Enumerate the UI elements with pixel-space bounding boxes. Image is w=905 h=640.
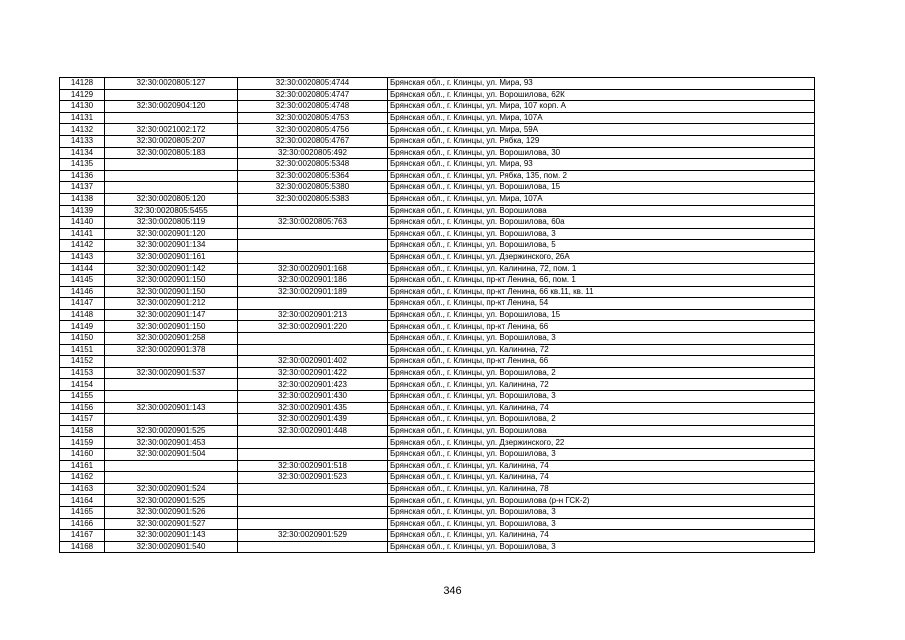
address-cell: Брянская обл., г. Клинцы, ул. Калинина, 78 [388, 483, 815, 495]
row-number-cell: 14133 [60, 135, 105, 147]
address-cell: Брянская обл., г. Клинцы, ул. Мира, 107А [388, 112, 815, 124]
row-number-cell: 14141 [60, 228, 105, 240]
object-number-cell: 32:30:0020901:448 [238, 425, 388, 437]
row-number-cell: 14139 [60, 205, 105, 217]
cadastral-number-cell: 32:30:0020901:527 [105, 518, 238, 530]
object-number-cell [238, 437, 388, 449]
cadastral-number-cell [105, 356, 238, 368]
cadastral-number-cell: 32:30:0020901:525 [105, 425, 238, 437]
cadastral-number-cell: 32:30:0020901:524 [105, 483, 238, 495]
row-number-cell: 14134 [60, 147, 105, 159]
object-number-cell [238, 495, 388, 507]
row-number-cell: 14140 [60, 217, 105, 229]
table-row [60, 309, 815, 321]
cadastral-number-cell: 32:30:0020901:143 [105, 530, 238, 542]
row-number-cell: 14156 [60, 402, 105, 414]
address-cell: Брянская обл., г. Клинцы, ул. Ворошилова, 3 [388, 391, 815, 403]
cadastral-number-cell: 32:30:0020901:150 [105, 275, 238, 287]
address-cell: Брянская обл., г. Клинцы, ул. Ворошилова, 3 [388, 228, 815, 240]
cadastral-number-cell: 32:30:0020805:207 [105, 135, 238, 147]
address-cell: Брянская обл., г. Клинцы, ул. Ворошилова, 5 [388, 240, 815, 252]
object-number-cell [238, 344, 388, 356]
cadastral-number-cell [105, 89, 238, 101]
object-number-cell: 32:30:0020901:422 [238, 367, 388, 379]
cadastral-number-cell: 32:30:0020901:150 [105, 286, 238, 298]
row-number-cell: 14145 [60, 275, 105, 287]
object-number-cell: 32:30:0020901:439 [238, 414, 388, 426]
cadastral-number-cell [105, 182, 238, 194]
cadastral-number-cell [105, 414, 238, 426]
table-row [60, 518, 815, 530]
table-row [60, 182, 815, 194]
row-number-cell: 14162 [60, 472, 105, 484]
address-cell: Брянская обл., г. Клинцы, ул. Ворошилова, 15 [388, 309, 815, 321]
row-number-cell: 14161 [60, 460, 105, 472]
cadastral-number-cell [105, 460, 238, 472]
object-number-cell: 32:30:0020901:213 [238, 309, 388, 321]
row-number-cell: 14131 [60, 112, 105, 124]
cadastral-number-cell [105, 391, 238, 403]
table-row [60, 356, 815, 368]
table-row [60, 483, 815, 495]
object-number-cell [238, 298, 388, 310]
address-cell: Брянская обл., г. Клинцы, пр-кт Ленина, 66 [388, 321, 815, 333]
address-cell: Брянская обл., г. Клинцы, ул. Калинина, 74 [388, 460, 815, 472]
object-number-cell: 32:30:0020805:4744 [238, 78, 388, 90]
object-number-cell: 32:30:0020805:4767 [238, 135, 388, 147]
page-number: 346 [443, 585, 462, 597]
object-number-cell [238, 541, 388, 553]
object-number-cell: 32:30:0020805:492 [238, 147, 388, 159]
row-number-cell: 14147 [60, 298, 105, 310]
row-number-cell: 14166 [60, 518, 105, 530]
address-cell: Брянская обл., г. Клинцы, ул. Ворошилова, 15 [388, 182, 815, 194]
address-cell: Брянская обл., г. Клинцы, ул. Ворошилова, 3 [388, 449, 815, 461]
address-cell: Брянская обл., г. Клинцы, ул. Рябка, 129 [388, 135, 815, 147]
row-number-cell: 14160 [60, 449, 105, 461]
row-number-cell: 14135 [60, 159, 105, 171]
address-cell: Брянская обл., г. Клинцы, ул. Ворошилова, 2 [388, 367, 815, 379]
table-row [60, 391, 815, 403]
row-number-cell: 14146 [60, 286, 105, 298]
object-number-cell: 32:30:0020805:5364 [238, 170, 388, 182]
row-number-cell: 14129 [60, 89, 105, 101]
table-row [60, 78, 815, 90]
address-cell: Брянская обл., г. Клинцы, ул. Ворошилова [388, 205, 815, 217]
row-number-cell: 14148 [60, 309, 105, 321]
row-number-cell: 14165 [60, 506, 105, 518]
row-number-cell: 14149 [60, 321, 105, 333]
row-number-cell: 14153 [60, 367, 105, 379]
object-number-cell: 32:30:0020901:402 [238, 356, 388, 368]
row-number-cell: 14168 [60, 541, 105, 553]
cadastral-number-cell [105, 472, 238, 484]
object-number-cell: 32:30:0020805:763 [238, 217, 388, 229]
table-row [60, 205, 815, 217]
address-cell: Брянская обл., г. Клинцы, ул. Калинина, 74 [388, 472, 815, 484]
cadastral-number-cell: 32:30:0020805:5455 [105, 205, 238, 217]
table-row [60, 170, 815, 182]
table-row [60, 251, 815, 263]
table-row [60, 402, 815, 414]
cadastral-number-cell: 32:30:0020901:161 [105, 251, 238, 263]
row-number-cell: 14128 [60, 78, 105, 90]
object-number-cell: 32:30:0020901:518 [238, 460, 388, 472]
object-number-cell [238, 518, 388, 530]
address-cell: Брянская обл., г. Клинцы, ул. Калинина, 74 [388, 530, 815, 542]
table-row [60, 147, 815, 159]
address-cell: Брянская обл., г. Клинцы, ул. Ворошилова, 3 [388, 506, 815, 518]
address-cell: Брянская обл., г. Клинцы, ул. Ворошилова [388, 425, 815, 437]
table-row [60, 124, 815, 136]
cadastral-number-cell [105, 379, 238, 391]
address-cell: Брянская обл., г. Клинцы, ул. Рябка, 135, пом. 2 [388, 170, 815, 182]
cadastral-number-cell: 32:30:0020901:453 [105, 437, 238, 449]
address-cell: Брянская обл., г. Клинцы, ул. Калинина, 72, пом. 1 [388, 263, 815, 275]
object-number-cell [238, 449, 388, 461]
registry-table-body [60, 78, 815, 553]
object-number-cell: 32:30:0020901:168 [238, 263, 388, 275]
cadastral-number-cell: 32:30:0020901:525 [105, 495, 238, 507]
registry-table [59, 77, 815, 553]
cadastral-number-cell [105, 170, 238, 182]
table-row [60, 101, 815, 113]
table-row [60, 275, 815, 287]
table-row [60, 472, 815, 484]
object-number-cell: 32:30:0020901:529 [238, 530, 388, 542]
address-cell: Брянская обл., г. Клинцы, ул. Мира, 59А [388, 124, 815, 136]
object-number-cell [238, 228, 388, 240]
row-number-cell: 14159 [60, 437, 105, 449]
cadastral-number-cell: 32:30:0020901:147 [105, 309, 238, 321]
table-row [60, 228, 815, 240]
row-number-cell: 14167 [60, 530, 105, 542]
object-number-cell: 32:30:0020901:220 [238, 321, 388, 333]
object-number-cell [238, 506, 388, 518]
table-row [60, 321, 815, 333]
cadastral-number-cell: 32:30:0020904:120 [105, 101, 238, 113]
address-cell: Брянская обл., г. Клинцы, ул. Ворошилова (р-н ГСК-2) [388, 495, 815, 507]
table-row [60, 333, 815, 345]
table-row [60, 159, 815, 171]
object-number-cell: 32:30:0020901:523 [238, 472, 388, 484]
address-cell: Брянская обл., г. Клинцы, ул. Калинина, 72 [388, 344, 815, 356]
table-row [60, 530, 815, 542]
row-number-cell: 14157 [60, 414, 105, 426]
row-number-cell: 14158 [60, 425, 105, 437]
table-row [60, 379, 815, 391]
address-cell: Брянская обл., г. Клинцы, ул. Мира, 93 [388, 159, 815, 171]
table-row [60, 135, 815, 147]
row-number-cell: 14154 [60, 379, 105, 391]
object-number-cell: 32:30:0020901:186 [238, 275, 388, 287]
cadastral-number-cell: 32:30:0020901:134 [105, 240, 238, 252]
table-row [60, 460, 815, 472]
cadastral-number-cell: 32:30:0020901:526 [105, 506, 238, 518]
address-cell: Брянская обл., г. Клинцы, пр-кт Ленина, 66, пом. 1 [388, 275, 815, 287]
table-row [60, 286, 815, 298]
cadastral-number-cell: 32:30:0020805:127 [105, 78, 238, 90]
table-row [60, 263, 815, 275]
table-row [60, 193, 815, 205]
table-row [60, 89, 815, 101]
address-cell: Брянская обл., г. Клинцы, ул. Дзержинского, 22 [388, 437, 815, 449]
cadastral-number-cell: 32:30:0020805:119 [105, 217, 238, 229]
cadastral-number-cell: 32:30:0020901:150 [105, 321, 238, 333]
address-cell: Брянская обл., г. Клинцы, ул. Дзержинского, 26А [388, 251, 815, 263]
table-row [60, 367, 815, 379]
cadastral-number-cell: 32:30:0020901:120 [105, 228, 238, 240]
object-number-cell: 32:30:0020805:4748 [238, 101, 388, 113]
address-cell: Брянская обл., г. Клинцы, ул. Ворошилова, 60а [388, 217, 815, 229]
address-cell: Брянская обл., г. Клинцы, ул. Ворошилова, 2 [388, 414, 815, 426]
table-row [60, 437, 815, 449]
object-number-cell [238, 240, 388, 252]
cadastral-number-cell: 32:30:0020805:120 [105, 193, 238, 205]
cadastral-number-cell: 32:30:0020901:143 [105, 402, 238, 414]
address-cell: Брянская обл., г. Клинцы, ул. Калинина, 72 [388, 379, 815, 391]
table-row [60, 425, 815, 437]
cadastral-number-cell: 32:30:0020901:540 [105, 541, 238, 553]
object-number-cell: 32:30:0020805:4753 [238, 112, 388, 124]
row-number-cell: 14164 [60, 495, 105, 507]
table-row [60, 298, 815, 310]
row-number-cell: 14137 [60, 182, 105, 194]
address-cell: Брянская обл., г. Клинцы, ул. Ворошилова, 62К [388, 89, 815, 101]
row-number-cell: 14155 [60, 391, 105, 403]
row-number-cell: 14143 [60, 251, 105, 263]
object-number-cell: 32:30:0020805:5383 [238, 193, 388, 205]
cadastral-number-cell: 32:30:0020901:212 [105, 298, 238, 310]
table-row [60, 506, 815, 518]
table-row [60, 495, 815, 507]
object-number-cell: 32:30:0020805:5380 [238, 182, 388, 194]
address-cell: Брянская обл., г. Клинцы, ул. Калинина, 74 [388, 402, 815, 414]
table-row [60, 541, 815, 553]
cadastral-number-cell: 32:30:0020901:504 [105, 449, 238, 461]
row-number-cell: 14144 [60, 263, 105, 275]
object-number-cell: 32:30:0020901:423 [238, 379, 388, 391]
cadastral-number-cell: 32:30:0020805:183 [105, 147, 238, 159]
object-number-cell: 32:30:0020901:435 [238, 402, 388, 414]
address-cell: Брянская обл., г. Клинцы, пр-кт Ленина, 66 [388, 356, 815, 368]
object-number-cell [238, 251, 388, 263]
row-number-cell: 14163 [60, 483, 105, 495]
object-number-cell: 32:30:0020901:430 [238, 391, 388, 403]
cadastral-number-cell: 32:30:0020901:378 [105, 344, 238, 356]
address-cell: Брянская обл., г. Клинцы, ул. Ворошилова, 3 [388, 518, 815, 530]
row-number-cell: 14150 [60, 333, 105, 345]
cadastral-number-cell: 32:30:0021002:172 [105, 124, 238, 136]
address-cell: Брянская обл., г. Клинцы, ул. Мира, 93 [388, 78, 815, 90]
table-row [60, 240, 815, 252]
object-number-cell: 32:30:0020805:5348 [238, 159, 388, 171]
address-cell: Брянская обл., г. Клинцы, ул. Ворошилова, 30 [388, 147, 815, 159]
row-number-cell: 14132 [60, 124, 105, 136]
object-number-cell [238, 333, 388, 345]
row-number-cell: 14130 [60, 101, 105, 113]
address-cell: Брянская обл., г. Клинцы, ул. Ворошилова, 3 [388, 541, 815, 553]
row-number-cell: 14136 [60, 170, 105, 182]
address-cell: Брянская обл., г. Клинцы, ул. Мира, 107 корп. А [388, 101, 815, 113]
cadastral-number-cell: 32:30:0020901:258 [105, 333, 238, 345]
table-row [60, 217, 815, 229]
table-row [60, 344, 815, 356]
address-cell: Брянская обл., г. Клинцы, пр-кт Ленина, 54 [388, 298, 815, 310]
cadastral-number-cell [105, 112, 238, 124]
object-number-cell [238, 205, 388, 217]
row-number-cell: 14151 [60, 344, 105, 356]
cadastral-number-cell: 32:30:0020901:142 [105, 263, 238, 275]
table-row [60, 414, 815, 426]
table-row [60, 449, 815, 461]
object-number-cell [238, 483, 388, 495]
address-cell: Брянская обл., г. Клинцы, ул. Ворошилова, 3 [388, 333, 815, 345]
object-number-cell: 32:30:0020805:4747 [238, 89, 388, 101]
row-number-cell: 14152 [60, 356, 105, 368]
object-number-cell: 32:30:0020805:4756 [238, 124, 388, 136]
address-cell: Брянская обл., г. Клинцы, ул. Мира, 107А [388, 193, 815, 205]
cadastral-number-cell: 32:30:0020901:537 [105, 367, 238, 379]
row-number-cell: 14138 [60, 193, 105, 205]
row-number-cell: 14142 [60, 240, 105, 252]
table-row [60, 112, 815, 124]
cadastral-number-cell [105, 159, 238, 171]
address-cell: Брянская обл., г. Клинцы, пр-кт Ленина, 66 кв.11, кв. 11 [388, 286, 815, 298]
object-number-cell: 32:30:0020901:189 [238, 286, 388, 298]
